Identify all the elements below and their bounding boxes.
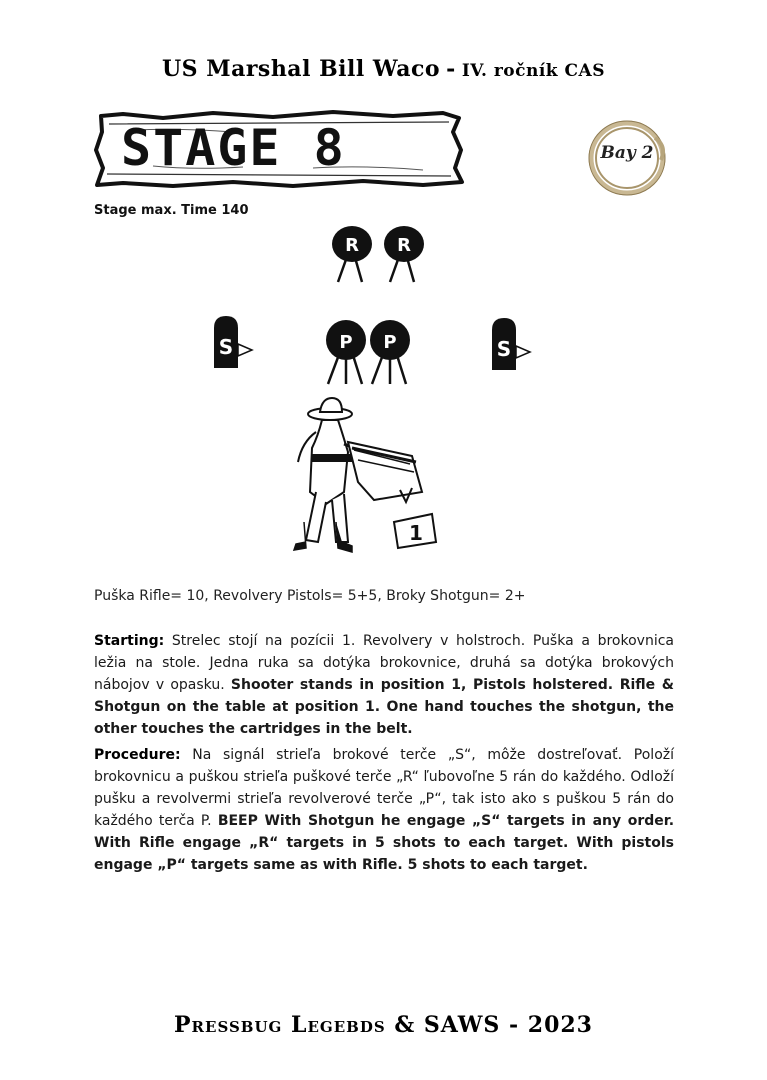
header-title: US Marshal Bill Waco [162,56,441,82]
rifle-target [380,224,428,284]
header-separator: - [446,56,456,82]
procedure-text-sk: Na signál strieľa brokové terče „S“, môže dostreľovať. Položí brokovnicu a puškou strieľa puškové terče „R“ ľubovoľne 5 rán do každého. Odloží pušku a revolvermi strieľa revolverové terče „P“, tak isto ako s puškou 5 rán do každého terča P. [94,747,674,829]
header-subtitle: IV. ročník CAS [461,61,605,81]
pistol-target [322,318,370,386]
round-target-icon [322,318,370,386]
round-count: Puška Rifle= 10, Revolvery Pistols= 5+5, Broky Shotgun= 2+ [94,588,526,604]
rifle-target [328,224,376,284]
page-header [0,56,767,82]
target-letter: R [397,235,411,256]
stage-max-time: Stage max. Time 140 [94,203,249,218]
shotgun-target [488,316,534,372]
starting-section [94,630,674,740]
procedure-text-en: BEEP With Shotgun he engage „S“ targets in any order. With Rifle engage „R“ targets in 5 shots to each target. With pistols engage „P“ targets same as with Rifle. 5 shots to each target. [94,813,675,873]
round-target-icon [328,224,376,284]
page-footer: Pressbug Legebds & SAWS - 2023 [174,1012,593,1038]
starting-text-sk: Strelec stojí na pozícii 1. Revolvery v holstroch. Puška a brokovnica ležia na stole. Jedna ruka sa dotýka brokovnice, druhá sa dotýka brokových nábojov v opasku. [94,633,674,693]
starting-label: Starting: [94,633,165,649]
position-marker-number: 1 [409,521,423,545]
target-letter: S [496,337,512,361]
stage-banner [93,110,465,188]
shotgun-target [210,314,256,370]
knockdown-target-icon [488,316,534,372]
round-target-icon [380,224,428,284]
round-target-icon [366,318,414,386]
procedure-section [94,744,674,876]
bay-label: Bay 2 [600,143,654,163]
target-letter: P [339,332,353,353]
procedure-label: Procedure: [94,747,181,763]
stage-title: STAGE 8 [121,119,346,177]
cowboy-shooter-icon [282,392,442,562]
target-letter: S [218,335,234,359]
target-letter: R [345,235,359,256]
starting-text-en: Shooter stands in position 1, Pistols holstered. Rifle & Shotgun on the table at position 1. One hand touches the shotgun, the other touches the cartridges in the belt. [94,677,674,737]
target-letter: P [383,332,397,353]
knockdown-target-icon [210,314,256,370]
pistol-target [366,318,414,386]
